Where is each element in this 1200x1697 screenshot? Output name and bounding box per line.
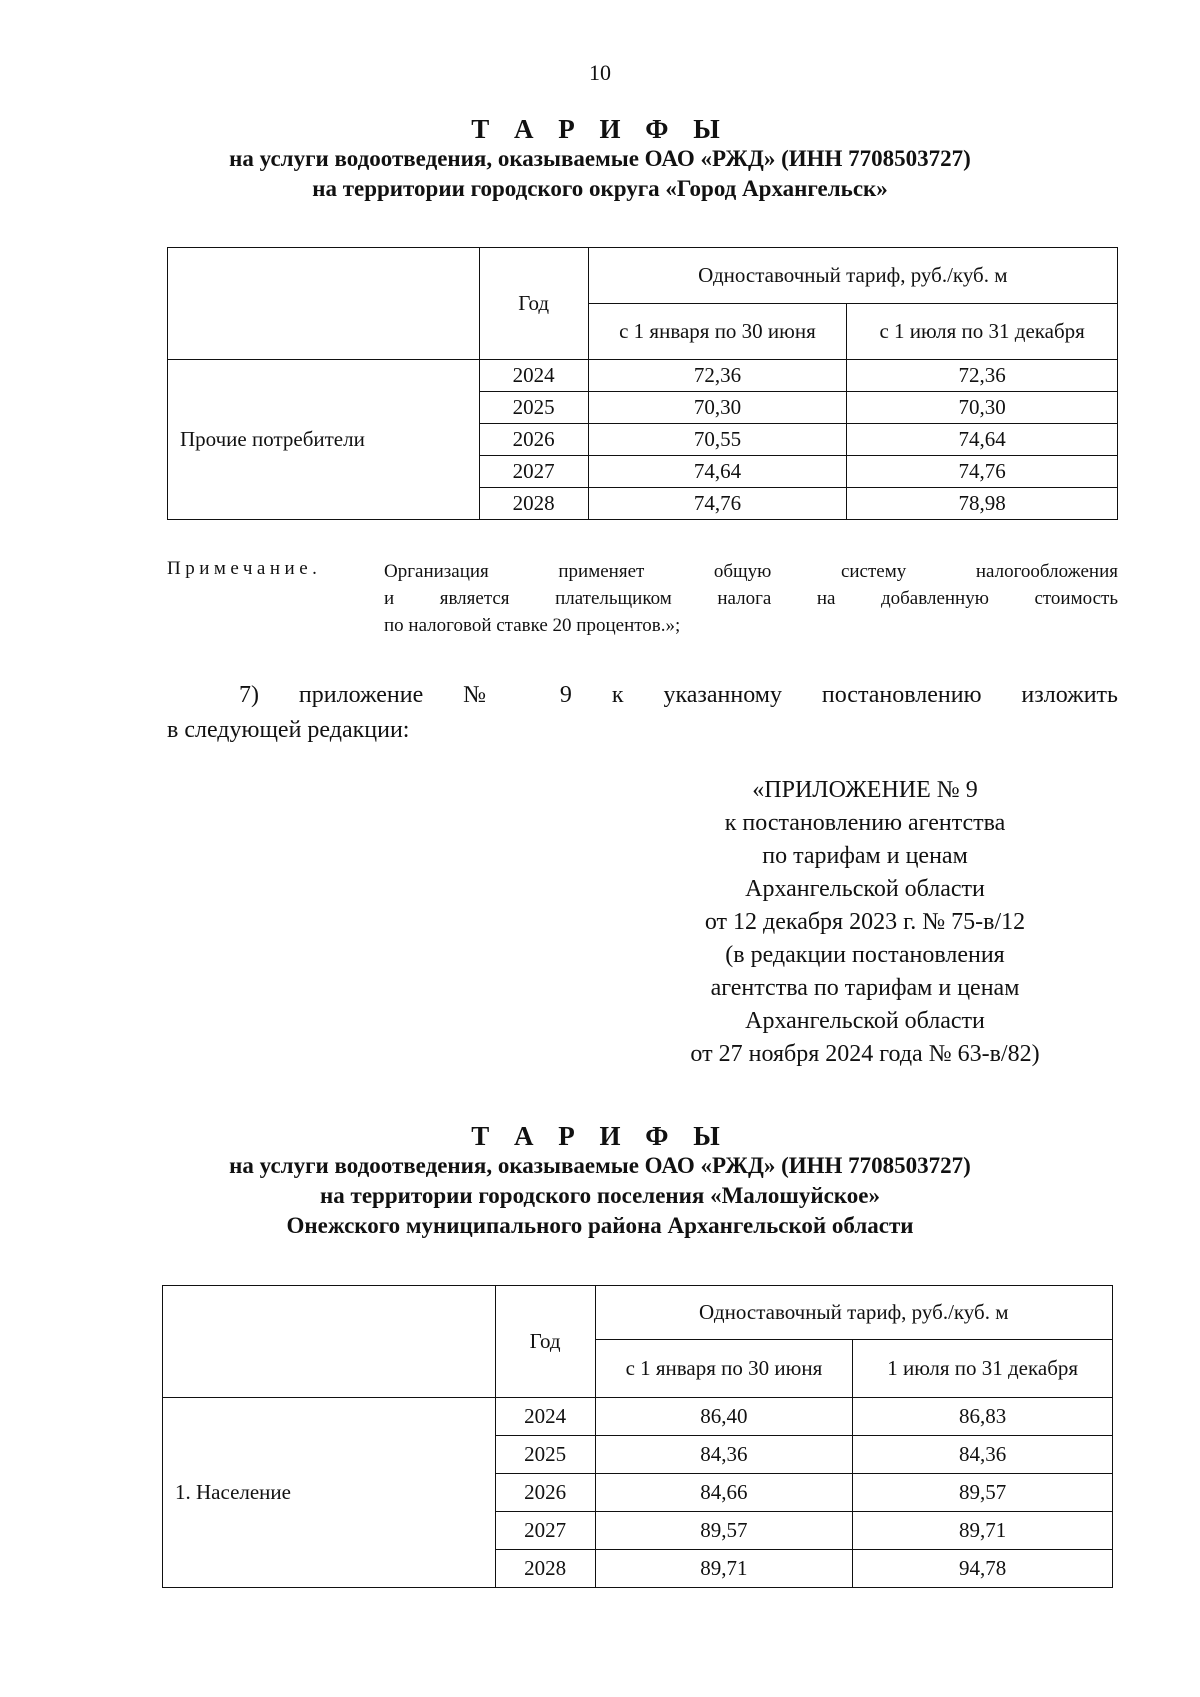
appendix-line: от 12 декабря 2023 г. № 75-в/12 (704, 909, 1026, 935)
tariff-first-cell: 84,66 (595, 1474, 853, 1512)
paragraph-line: 7) приложение № 9 к указанному постановлению изложить (239, 682, 1118, 708)
category-cell: 1. Население (163, 1398, 496, 1588)
header-category-cell (163, 1286, 496, 1398)
tariff-second-cell: 78,98 (847, 488, 1118, 520)
note-label: Примечание. (167, 558, 322, 579)
tariff-heading-1 (0, 114, 1200, 204)
tariff-heading-2 (0, 1121, 1200, 1241)
tariff-first-cell: 84,36 (595, 1436, 853, 1474)
category-cell: Прочие потребители (168, 360, 480, 520)
tariff-second-cell: 84,36 (853, 1436, 1113, 1474)
tariff-first-cell: 89,71 (595, 1550, 853, 1588)
table-header-row (168, 248, 1118, 304)
heading-title: Т А Р И Ф Ы (471, 1121, 729, 1151)
header-second-half: с 1 июля по 31 декабря (847, 304, 1118, 360)
year-cell: 2025 (495, 1436, 595, 1474)
heading-line: на услуги водоотведения, оказываемые ОАО «РЖД» (ИНН 7708503727) (229, 1153, 971, 1178)
table-row (163, 1398, 1113, 1436)
year-cell: 2028 (479, 488, 588, 520)
tariff-second-cell: 89,57 (853, 1474, 1113, 1512)
tariff-second-cell: 86,83 (853, 1398, 1113, 1436)
tariff-second-cell: 74,64 (847, 424, 1118, 456)
appendix-line: от 27 ноября 2024 года № 63-в/82) (690, 1041, 1040, 1067)
table-header-row (163, 1286, 1113, 1340)
table-row (168, 360, 1118, 392)
year-cell: 2024 (479, 360, 588, 392)
heading-line: на услуги водоотведения, оказываемые ОАО «РЖД» (ИНН 7708503727) (229, 146, 971, 171)
tariff-first-cell: 89,57 (595, 1512, 853, 1550)
appendix-line: (в редакции постановления (725, 942, 1005, 968)
tariff-first-cell: 86,40 (595, 1398, 853, 1436)
appendix-line: Архангельской области (745, 876, 985, 902)
header-tariff: Одноставочный тариф, руб./куб. м (588, 248, 1117, 304)
tariff-table-1 (167, 247, 1118, 520)
header-year: Год (495, 1286, 595, 1398)
tariff-first-cell: 72,36 (588, 360, 847, 392)
tariff-table-2 (162, 1285, 1113, 1588)
appendix-line: агентства по тарифам и ценам (710, 975, 1020, 1001)
year-cell: 2026 (479, 424, 588, 456)
heading-line: на территории городского поселения «Малошуйское» (320, 1183, 880, 1208)
year-cell: 2024 (495, 1398, 595, 1436)
heading-line: Онежского муниципального района Архангельской области (286, 1213, 914, 1238)
year-cell: 2028 (495, 1550, 595, 1588)
header-first-half: с 1 января по 30 июня (595, 1340, 853, 1398)
note-line: по налоговой ставке 20 процентов.»; (384, 615, 681, 636)
appendix-header (630, 774, 1100, 1071)
tariff-second-cell: 74,76 (847, 456, 1118, 488)
tariff-second-cell: 72,36 (847, 360, 1118, 392)
appendix-line: Архангельской области (745, 1008, 985, 1034)
header-tariff: Одноставочный тариф, руб./куб. м (595, 1286, 1112, 1340)
year-cell: 2026 (495, 1474, 595, 1512)
heading-line: на территории городского округа «Город Архангельск» (312, 176, 888, 201)
tariff-first-cell: 74,64 (588, 456, 847, 488)
appendix-line: по тарифам и ценам (762, 843, 968, 869)
note-text (384, 558, 1118, 639)
note-line: Организация применяет общую систему налогообложения (384, 561, 1118, 582)
appendix-line: «ПРИЛОЖЕНИЕ № 9 (752, 777, 978, 803)
tariff-second-cell: 89,71 (853, 1512, 1113, 1550)
header-year: Год (479, 248, 588, 360)
header-second-half: 1 июля по 31 декабря (853, 1340, 1113, 1398)
heading-title: Т А Р И Ф Ы (471, 114, 729, 144)
appendix-line: к постановлению агентства (724, 810, 1006, 836)
tariff-first-cell: 70,30 (588, 392, 847, 424)
year-cell: 2027 (479, 456, 588, 488)
tariff-first-cell: 74,76 (588, 488, 847, 520)
note-line: и является плательщиком налога на добавленную стоимость (384, 588, 1118, 609)
tariff-second-cell: 94,78 (853, 1550, 1113, 1588)
amendment-paragraph (167, 678, 1118, 748)
tariff-first-cell: 70,55 (588, 424, 847, 456)
year-cell: 2025 (479, 392, 588, 424)
page-number: 10 (589, 60, 611, 85)
header-category-cell (168, 248, 480, 360)
header-first-half: с 1 января по 30 июня (588, 304, 847, 360)
paragraph-line: в следующей редакции: (167, 717, 410, 743)
year-cell: 2027 (495, 1512, 595, 1550)
tariff-second-cell: 70,30 (847, 392, 1118, 424)
